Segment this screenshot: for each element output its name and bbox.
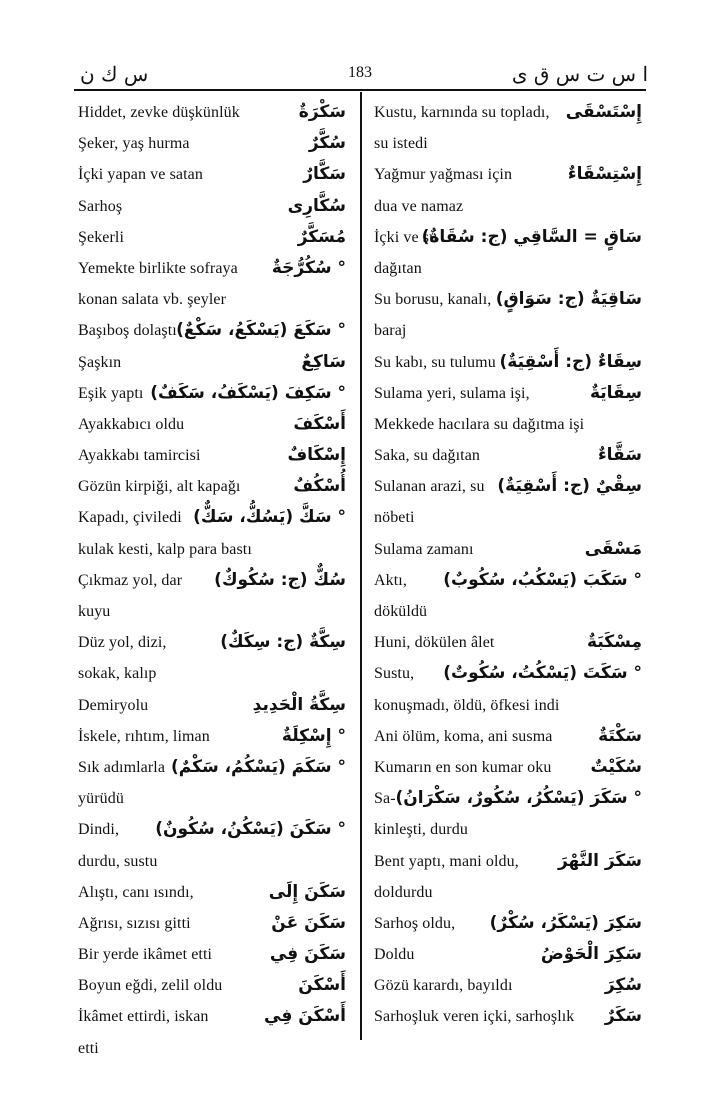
arabic-headword: مَسْقَى: [584, 538, 642, 559]
dictionary-entry: [76, 131, 350, 162]
turkish-definition: Mekkede hacılara su dağıtma işi: [374, 415, 585, 433]
dictionary-entry: [76, 817, 350, 848]
dictionary-entry: [76, 661, 350, 692]
dictionary-entry: [76, 1004, 350, 1035]
arabic-headword: سُكَّارِى: [287, 195, 346, 216]
turkish-definition: Sarhoş oldu,: [374, 914, 456, 932]
arabic-headword: ° إِسْكِلَةٌ: [281, 725, 346, 746]
arabic-headword: سِكَّةُ الْحَدِيدِ: [252, 694, 346, 715]
dictionary-entry: [76, 100, 350, 131]
dictionary-entry: [76, 350, 350, 381]
dictionary-entry: [372, 817, 646, 848]
dictionary-entry: [76, 630, 350, 661]
dictionary-entry: [76, 443, 350, 474]
turkish-definition: Su borusu, kanalı,: [374, 291, 492, 309]
turkish-definition: Gözün kirpiği, alt kapağı: [78, 478, 241, 496]
dictionary-entry: [372, 131, 646, 162]
dictionary-entry: [372, 287, 646, 318]
header-rule: [74, 89, 646, 91]
dictionary-entry: [76, 599, 350, 630]
arabic-headword: ° سَكَّ (يَسُكُّ، سَكٌّ): [193, 507, 346, 528]
dictionary-entry: [372, 100, 646, 131]
dictionary-entry: [76, 755, 350, 786]
dictionary-entry: [76, 880, 350, 911]
turkish-definition: Düz yol, dizi,: [78, 634, 167, 652]
dictionary-entry: [372, 568, 646, 599]
turkish-definition: Hiddet, zevke düşkünlük: [78, 104, 240, 121]
dictionary-entry: [76, 973, 350, 1004]
arabic-headword: ° سَكَتَ (يَسْكُتُ، سُكُوتٌ): [443, 663, 642, 684]
arabic-headword: سَاقٍ = السَّاقِي (ج: سُقَاةٌ): [421, 226, 642, 247]
dictionary-entry: [76, 162, 350, 193]
turkish-definition: Bent yaptı, mani oldu,: [374, 852, 519, 870]
page-number: 183: [348, 64, 372, 81]
dictionary-entry: [76, 693, 350, 724]
arabic-headword: سُكَيْتٌ: [590, 756, 642, 777]
arabic-headword: سَكْتَةٌ: [598, 725, 642, 746]
dictionary-entry: [372, 194, 646, 225]
turkish-definition: Kustu, karnında su topladı,: [374, 104, 550, 121]
page-header: [70, 62, 650, 88]
turkish-definition: Sa-: [374, 790, 396, 808]
turkish-definition: Boyun eğdi, zelil oldu: [78, 977, 223, 995]
turkish-definition: konuşmadı, öldü, öfkesi indi: [374, 696, 560, 714]
turkish-definition: yürüdü: [78, 790, 124, 808]
arabic-headword: إِسْكَافٌ: [287, 445, 346, 466]
arabic-headword: سَقَّاءٌ: [597, 445, 642, 466]
turkish-definition: Kumarın en son kumar oku: [374, 758, 552, 776]
dictionary-entry: [372, 350, 646, 381]
arabic-headword: سَكَنَ عَنْ: [271, 912, 346, 933]
turkish-definition: Sarhoş: [78, 197, 123, 215]
arabic-headword: أَسْكَنَ فِي: [264, 1006, 346, 1027]
arabic-headword: سَكَرٌ: [604, 1006, 642, 1027]
arabic-headword: سَاكِعٌ: [301, 351, 346, 372]
turkish-definition: Gözü karardı, bayıldı: [374, 977, 513, 995]
right-column: [372, 100, 646, 1036]
dictionary-entry: [372, 911, 646, 942]
dictionary-entry: [372, 443, 646, 474]
arabic-headword: سِكَّةٌ (ج: سِكَكٌ): [220, 632, 346, 653]
turkish-definition: Sulama yeri, sulama işi,: [374, 384, 530, 402]
header-root-letters-left: س ك ن: [80, 62, 149, 86]
turkish-definition: Bir yerde ikâmet etti: [78, 946, 213, 964]
turkish-definition: kuyu: [78, 603, 111, 620]
arabic-headword: سُكَّرٌ: [308, 133, 346, 154]
dictionary-entry: [76, 942, 350, 973]
dictionary-entry: [372, 505, 646, 536]
arabic-headword: إِسْتِسْقَاءٌ: [567, 164, 642, 185]
dictionary-entry: [76, 786, 350, 817]
turkish-definition: Su kabı, su tulumu: [374, 353, 496, 371]
turkish-definition: doldurdu: [374, 883, 433, 901]
turkish-definition: nöbeti: [374, 509, 415, 527]
turkish-definition: Ayakkabıcı oldu: [78, 415, 185, 433]
turkish-definition: Kapadı, çiviledi: [78, 509, 182, 527]
dictionary-entry: [76, 474, 350, 505]
dictionary-entry: [372, 630, 646, 661]
column-divider: [360, 92, 362, 1040]
dictionary-entry: [372, 412, 646, 443]
arabic-headword: سَاقِيَةٌ (ج: سَوَاقٍ): [495, 289, 642, 310]
dictionary-entry: [76, 381, 350, 412]
turkish-definition: sokak, kalıp: [78, 665, 157, 683]
turkish-definition: Şeker, yaş hurma: [78, 135, 190, 153]
arabic-headword: سِقَاءٌ (ج: أَسْقِيَةٌ): [499, 351, 642, 372]
dictionary-entry: [76, 256, 350, 287]
turkish-definition: İçki yapan ve satan: [78, 166, 203, 184]
dictionary-entry: [372, 474, 646, 505]
dictionary-entry: [76, 287, 350, 318]
turkish-definition: Ayakkabı tamircisi: [78, 447, 201, 465]
turkish-definition: Demiryolu: [78, 696, 149, 714]
turkish-definition: döküldü: [374, 603, 428, 620]
arabic-headword: ° سَكَنَ (يَسْكُنُ، سُكُونٌ): [155, 819, 346, 840]
arabic-headword: ° سَكَبَ (يَسْكُبُ، سُكُوبٌ): [443, 569, 642, 590]
dictionary-entry: [372, 942, 646, 973]
turkish-definition: Alıştı, canı ısındı,: [78, 883, 194, 901]
dictionary-entry: [372, 256, 646, 287]
turkish-definition: Sulanan arazi, su: [374, 478, 485, 496]
arabic-headword: ° سَكَمَ (يَسْكُمُ، سَكْمٌ): [170, 756, 346, 777]
turkish-definition: Şaşkın: [78, 353, 122, 371]
dictionary-entry: [76, 225, 350, 256]
turkish-definition: Huni, dökülen âlet: [374, 634, 495, 652]
dictionary-entry: [372, 849, 646, 880]
header-root-letters-right: ا س ت س ق ى: [511, 62, 648, 86]
dictionary-entry: [76, 194, 350, 225]
dictionary-entry: [76, 911, 350, 942]
turkish-definition: konan salata vb. şeyler: [78, 291, 227, 309]
turkish-definition: İkâmet ettirdi, iskan: [78, 1008, 209, 1026]
turkish-definition: Eşik yaptı: [78, 384, 144, 402]
turkish-definition: Saka, su dağıtan: [374, 447, 481, 465]
turkish-definition: Aktı,: [374, 571, 407, 589]
dictionary-entry: [76, 318, 350, 349]
turkish-definition: İçki ve su: [374, 228, 438, 246]
arabic-headword: ° سَكِفَ (يَسْكَفُ، سَكَفٌ): [150, 382, 346, 403]
turkish-definition: dua ve namaz: [374, 197, 464, 215]
dictionary-entry: [372, 755, 646, 786]
arabic-headword: سَكْرَةٌ: [298, 102, 346, 122]
arabic-headword: سَكَنَ فِي: [269, 944, 346, 965]
dictionary-entry: [372, 724, 646, 755]
arabic-headword: سِقْيٌ (ج: أَسْقِيَةٌ): [497, 476, 642, 497]
dictionary-entry: [372, 786, 646, 817]
arabic-headword: سَكَّارٌ: [303, 164, 346, 185]
turkish-definition: etti: [78, 1039, 99, 1057]
turkish-definition: Şekerli: [78, 228, 125, 246]
turkish-definition: su istedi: [374, 135, 428, 153]
turkish-definition: Sustu,: [374, 665, 415, 683]
turkish-definition: dağıtan: [374, 259, 422, 277]
turkish-definition: Yağmur yağması için: [374, 166, 513, 184]
turkish-definition: Başıboş dolaştı: [78, 322, 177, 340]
arabic-headword: أُسْكُفٌ: [293, 476, 346, 497]
arabic-headword: سَكَرَ النَّهْرَ: [557, 850, 642, 871]
dictionary-entry: [76, 1036, 350, 1067]
turkish-definition: Yemekte birlikte sofraya: [78, 259, 238, 277]
dictionary-entry: [76, 849, 350, 880]
turkish-definition: Ağrısı, sızısı gitti: [78, 914, 191, 932]
arabic-headword: ° سَكَعَ (يَسْكَعُ، سَكْعٌ): [176, 320, 346, 341]
turkish-definition: Dindi,: [78, 821, 120, 839]
arabic-headword: أَسْكَفَ: [293, 413, 346, 434]
dictionary-entry: [372, 318, 646, 349]
turkish-definition: kinleşti, durdu: [374, 821, 468, 839]
dictionary-entry: [372, 880, 646, 911]
turkish-definition: Çıkmaz yol, dar: [78, 571, 183, 589]
dictionary-entry: [372, 693, 646, 724]
left-column: [76, 100, 350, 1067]
arabic-headword: سَكِرَ الْحَوْضُ: [540, 944, 642, 965]
arabic-headword: مِسْكَبَةٌ: [587, 632, 642, 653]
arabic-headword: ° سُكُرُّجَةٌ: [271, 257, 346, 278]
dictionary-entry: [372, 599, 646, 630]
arabic-headword: ° سَكَرَ (يَسْكُرُ، سُكُورٌ، سَكْرَانُ): [395, 788, 642, 809]
dictionary-entry: [372, 973, 646, 1004]
dictionary-entry: [76, 724, 350, 755]
turkish-definition: Ani ölüm, koma, ani susma: [374, 727, 553, 745]
arabic-headword: سِقَايَةٌ: [589, 382, 642, 403]
turkish-definition: durdu, sustu: [78, 852, 158, 870]
turkish-definition: kulak kesti, kalp para bastı: [78, 540, 252, 558]
dictionary-entry: [372, 381, 646, 412]
turkish-definition: Sık adımlarla: [78, 758, 166, 776]
arabic-headword: سُكِرَ: [604, 975, 642, 996]
dictionary-entry: [372, 162, 646, 193]
dictionary-entry: [76, 568, 350, 599]
dictionary-entry: [372, 537, 646, 568]
arabic-headword: إِسْتَسْقَى: [565, 102, 642, 122]
arabic-headword: سُكٌّ (ج: سُكُوكٌ): [214, 569, 346, 590]
arabic-headword: سَكِرَ (يَسْكَرُ، سُكْرٌ): [489, 912, 642, 933]
dictionary-entry: [372, 1004, 646, 1035]
turkish-definition: Doldu: [374, 946, 415, 964]
arabic-headword: أَسْكَنَ: [298, 975, 346, 996]
dictionary-entry: [76, 537, 350, 568]
turkish-definition: baraj: [374, 322, 407, 340]
turkish-definition: Sarhoşluk veren içki, sarhoşlık: [374, 1008, 575, 1026]
arabic-headword: مُسَكَّرٌ: [297, 226, 346, 247]
dictionary-entry: [76, 412, 350, 443]
arabic-headword: سَكَنَ إِلَى: [268, 881, 346, 902]
dictionary-entry: [372, 661, 646, 692]
dictionary-entry: [76, 505, 350, 536]
turkish-definition: Sulama zamanı: [374, 540, 474, 558]
turkish-definition: İskele, rıhtım, liman: [78, 727, 210, 745]
dictionary-entry: [372, 225, 646, 256]
